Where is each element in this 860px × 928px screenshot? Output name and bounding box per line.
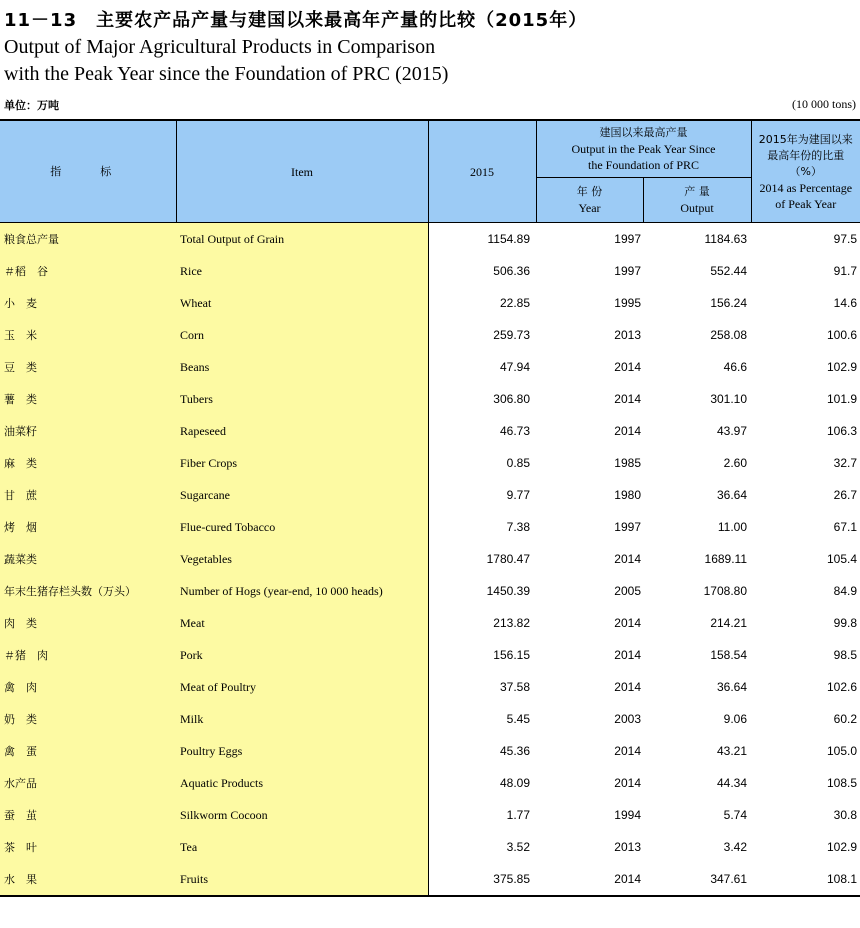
row-label-cn: 甘 蔗 bbox=[0, 479, 176, 511]
cell-peak-year: 1995 bbox=[614, 296, 641, 310]
cell-2015: 47.94 bbox=[499, 360, 530, 374]
cell-2015: 9.77 bbox=[506, 488, 530, 502]
cell-2015: 5.45 bbox=[506, 712, 530, 726]
cell-percentage: 102.9 bbox=[826, 840, 858, 854]
row-label-en: Tubers bbox=[176, 383, 428, 415]
cell-percentage: 99.8 bbox=[833, 616, 858, 630]
cell-2015: 48.09 bbox=[499, 776, 530, 790]
cell-peak-output: 9.06 bbox=[723, 712, 748, 726]
cell-peak-output: 44.34 bbox=[716, 776, 748, 790]
row-label-cn: 年末生猪存栏头数（万头） bbox=[0, 575, 176, 607]
row-label-cn: 豆 类 bbox=[0, 351, 176, 383]
cell-percentage: 102.9 bbox=[826, 360, 858, 374]
cell-2015: 375.85 bbox=[428, 863, 536, 896]
header-item: Item bbox=[176, 120, 428, 223]
row-label-en: Silkworm Cocoon bbox=[176, 799, 428, 831]
cell-peak-output: 158.54 bbox=[710, 648, 748, 662]
data-table bbox=[0, 119, 860, 897]
cell-2015: 7.38 bbox=[506, 520, 530, 534]
cell-2015: 0.85 bbox=[506, 456, 530, 470]
cell-percentage: 105.4 bbox=[826, 552, 858, 566]
table-row bbox=[0, 511, 860, 543]
row-label-en: Vegetables bbox=[176, 543, 428, 575]
cell-peak-output: 347.61 bbox=[643, 863, 751, 896]
header-pct-cn-1: 2015年为建国以来 bbox=[758, 132, 853, 146]
row-label-en: Beans bbox=[176, 351, 428, 383]
cell-peak-year: 2003 bbox=[614, 712, 641, 726]
table-row bbox=[0, 735, 860, 767]
header-2015: 2015 bbox=[428, 120, 536, 223]
row-label-cn: 茶 叶 bbox=[0, 831, 176, 863]
table-row bbox=[0, 319, 860, 351]
row-label-en: Milk bbox=[176, 703, 428, 735]
cell-peak-year: 2014 bbox=[536, 863, 643, 896]
row-label-en: Sugarcane bbox=[176, 479, 428, 511]
cell-peak-output: 156.24 bbox=[710, 296, 748, 310]
header-peak-cn: 建国以来最高产量 bbox=[599, 126, 688, 139]
cell-peak-output: 301.10 bbox=[710, 392, 748, 406]
row-label-en: Fruits bbox=[176, 863, 428, 896]
cell-peak-output: 3.42 bbox=[723, 840, 748, 854]
cell-peak-year: 1980 bbox=[614, 488, 641, 502]
row-label-en: Aquatic Products bbox=[176, 767, 428, 799]
table-row bbox=[0, 415, 860, 447]
cell-2015: 259.73 bbox=[493, 328, 530, 342]
cell-percentage: 67.1 bbox=[833, 520, 858, 534]
row-label-cn: 烤 烟 bbox=[0, 511, 176, 543]
cell-peak-output: 36.64 bbox=[716, 488, 748, 502]
cell-percentage: 108.5 bbox=[826, 776, 858, 790]
subtitle-line-2: with the Peak Year since the Foundation of PRC (2015) bbox=[4, 63, 449, 85]
cell-percentage: 84.9 bbox=[833, 584, 858, 598]
cell-percentage: 106.3 bbox=[826, 424, 858, 438]
cell-peak-output: 43.21 bbox=[716, 744, 748, 758]
table-row bbox=[0, 351, 860, 383]
row-label-cn: 小 麦 bbox=[0, 287, 176, 319]
row-label-cn: 油菜籽 bbox=[0, 415, 176, 447]
table-row bbox=[0, 287, 860, 319]
header-pct-cn-2: 最高年份的比重 bbox=[767, 148, 845, 162]
header-pct-en-1: 2014 as Percentage bbox=[759, 180, 853, 195]
row-label-cn: 水产品 bbox=[0, 767, 176, 799]
row-label-cn: 奶 类 bbox=[0, 703, 176, 735]
cell-peak-year: 2014 bbox=[614, 360, 641, 374]
row-label-en: Pork bbox=[176, 639, 428, 671]
cell-percentage: 30.8 bbox=[833, 808, 858, 822]
row-label-cn: 肉 类 bbox=[0, 607, 176, 639]
cell-peak-year: 1985 bbox=[614, 456, 641, 470]
cell-peak-output: 43.97 bbox=[716, 424, 748, 438]
header-year bbox=[536, 178, 643, 223]
cell-percentage: 108.1 bbox=[751, 863, 860, 896]
header-pct-en-2: of Peak Year bbox=[775, 196, 837, 211]
header-peak bbox=[536, 120, 751, 178]
cell-peak-output: 1708.80 bbox=[703, 584, 748, 598]
cell-peak-year: 2014 bbox=[614, 776, 641, 790]
cell-peak-output: 36.64 bbox=[716, 680, 748, 694]
cell-2015: 306.80 bbox=[493, 392, 530, 406]
cell-2015: 46.73 bbox=[499, 424, 530, 438]
row-label-en: Fiber Crops bbox=[176, 447, 428, 479]
cell-2015: 22.85 bbox=[499, 296, 530, 310]
row-label-cn: 玉 米 bbox=[0, 319, 176, 351]
table-row bbox=[0, 767, 860, 799]
cell-peak-output: 1184.63 bbox=[704, 232, 748, 246]
header-output bbox=[643, 178, 751, 223]
row-label-en: Meat bbox=[176, 607, 428, 639]
row-label-en: Total Output of Grain bbox=[176, 223, 428, 256]
row-label-cn: ＃稻 谷 bbox=[0, 255, 176, 287]
row-label-en: Flue-cured Tobacco bbox=[176, 511, 428, 543]
row-label-cn: 蔬菜类 bbox=[0, 543, 176, 575]
cell-2015: 213.82 bbox=[493, 616, 530, 630]
row-label-en: Tea bbox=[176, 831, 428, 863]
cell-2015: 156.15 bbox=[493, 648, 530, 662]
row-label-en: Corn bbox=[176, 319, 428, 351]
row-label-cn: 粮食总产量 bbox=[0, 223, 176, 256]
table-row bbox=[0, 383, 860, 415]
row-label-en: Rapeseed bbox=[176, 415, 428, 447]
row-label-cn: 薯 类 bbox=[0, 383, 176, 415]
cell-peak-year: 2005 bbox=[614, 584, 641, 598]
cell-peak-output: 258.08 bbox=[710, 328, 748, 342]
cell-percentage: 102.6 bbox=[826, 680, 858, 694]
cell-percentage: 14.6 bbox=[833, 296, 858, 310]
table-header bbox=[0, 120, 860, 223]
row-label-cn: ＃猪 肉 bbox=[0, 639, 176, 671]
cell-peak-year: 1997 bbox=[614, 520, 641, 534]
cell-peak-output: 46.6 bbox=[723, 360, 748, 374]
cell-peak-output: 1689.11 bbox=[704, 552, 748, 566]
cell-peak-year: 1997 bbox=[614, 264, 641, 278]
row-label-cn: 禽 肉 bbox=[0, 671, 176, 703]
unit-label-cn: 单位：万吨 bbox=[4, 99, 59, 112]
cell-peak-output: 552.44 bbox=[710, 264, 748, 278]
cell-percentage: 100.6 bbox=[826, 328, 858, 342]
cell-2015: 37.58 bbox=[499, 680, 530, 694]
unit-label-en: (10 000 tons) bbox=[792, 97, 856, 111]
table-row bbox=[0, 479, 860, 511]
header-output-en: Output bbox=[680, 201, 714, 215]
cell-peak-year: 2014 bbox=[614, 552, 641, 566]
row-label-cn: 麻 类 bbox=[0, 447, 176, 479]
table-row bbox=[0, 799, 860, 831]
table-row bbox=[0, 607, 860, 639]
header-peak-en-2: the Foundation of PRC bbox=[588, 158, 700, 172]
cell-peak-year: 2013 bbox=[614, 328, 641, 342]
table-row bbox=[0, 575, 860, 607]
cell-percentage: 101.9 bbox=[826, 392, 858, 406]
header-peak-en-1: Output in the Peak Year Since bbox=[571, 142, 716, 156]
header-pct-cn-3: （%） bbox=[789, 164, 822, 178]
cell-2015: 3.52 bbox=[506, 840, 530, 854]
cell-peak-year: 2014 bbox=[614, 616, 641, 630]
cell-percentage: 32.7 bbox=[833, 456, 858, 470]
row-label-en: Poultry Eggs bbox=[176, 735, 428, 767]
cell-peak-year: 2014 bbox=[614, 680, 641, 694]
table-row bbox=[0, 639, 860, 671]
table-row bbox=[0, 863, 860, 896]
row-label-cn: 水 果 bbox=[0, 863, 176, 896]
row-label-en: Wheat bbox=[176, 287, 428, 319]
row-label-cn: 禽 蛋 bbox=[0, 735, 176, 767]
table-row bbox=[0, 255, 860, 287]
cell-percentage: 26.7 bbox=[833, 488, 858, 502]
cell-peak-output: 2.60 bbox=[723, 456, 748, 470]
table-row bbox=[0, 543, 860, 575]
cell-peak-output: 214.21 bbox=[710, 616, 748, 630]
cell-peak-year: 2014 bbox=[614, 744, 641, 758]
cell-2015: 1.77 bbox=[506, 808, 530, 822]
cell-percentage: 60.2 bbox=[833, 712, 858, 726]
row-label-en: Number of Hogs (year-end, 10 000 heads) bbox=[176, 575, 428, 607]
table-row bbox=[0, 671, 860, 703]
table-row bbox=[0, 703, 860, 735]
cell-peak-year: 2014 bbox=[614, 392, 641, 406]
cell-2015: 506.36 bbox=[493, 264, 530, 278]
subtitle-line-1: Output of Major Agricultural Products in Comparison bbox=[4, 36, 436, 58]
cell-percentage: 98.5 bbox=[833, 648, 858, 662]
header-output-cn: 产 量 bbox=[684, 185, 710, 198]
header-year-en: Year bbox=[578, 201, 601, 215]
cell-peak-year: 1997 bbox=[614, 232, 641, 246]
cell-percentage: 97.5 bbox=[833, 232, 858, 246]
table-row bbox=[0, 223, 860, 256]
cell-2015: 1154.89 bbox=[487, 232, 530, 246]
row-label-en: Meat of Poultry bbox=[176, 671, 428, 703]
cell-peak-year: 1994 bbox=[614, 808, 641, 822]
header-year-cn: 年 份 bbox=[576, 185, 603, 198]
header-indicator: 指 标 bbox=[0, 120, 176, 223]
cell-peak-output: 5.74 bbox=[723, 808, 748, 822]
cell-percentage: 105.0 bbox=[826, 744, 858, 758]
header-percentage bbox=[751, 120, 860, 223]
cell-percentage: 91.7 bbox=[833, 264, 858, 278]
page-title: 11－13 主要农产品产量与建国以来最高年产量的比较（2015年） bbox=[4, 10, 588, 31]
table-body bbox=[0, 223, 860, 897]
cell-2015: 1780.47 bbox=[486, 552, 530, 566]
cell-peak-year: 2013 bbox=[614, 840, 641, 854]
cell-peak-year: 2014 bbox=[614, 424, 641, 438]
row-label-cn: 蚕 茧 bbox=[0, 799, 176, 831]
table-row bbox=[0, 447, 860, 479]
cell-2015: 45.36 bbox=[499, 744, 530, 758]
row-label-en: Rice bbox=[176, 255, 428, 287]
table-row bbox=[0, 831, 860, 863]
cell-peak-year: 2014 bbox=[614, 648, 641, 662]
cell-2015: 1450.39 bbox=[486, 584, 530, 598]
cell-peak-output: 11.00 bbox=[717, 520, 748, 534]
